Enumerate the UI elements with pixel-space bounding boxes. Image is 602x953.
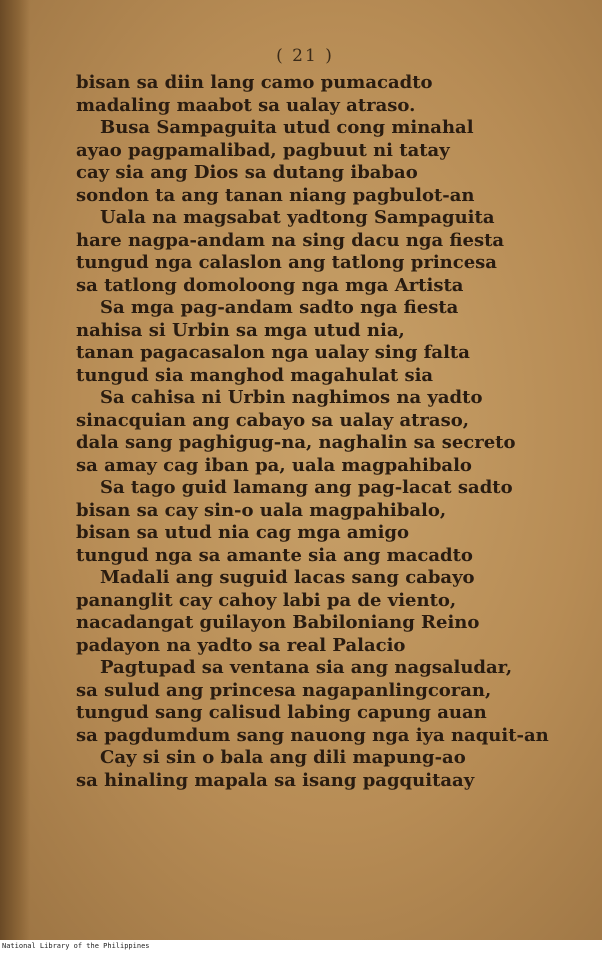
poem-line: ayao pagpamalibad, pagbuut ni tatay <box>76 139 450 161</box>
poem-line: sondon ta ang tanan niang pagbulot-an <box>76 184 475 206</box>
poem-line: bisan sa utud nia cag mga amigo <box>76 522 410 543</box>
poem-line: hare nagpa-andam na sing dacu nga fiesta <box>76 229 505 251</box>
poem-line: Uala na magsabat yadtong Sampaguita <box>100 207 495 228</box>
poem-line: pananglit cay cahoy labi pa de viento, <box>76 589 457 611</box>
poem-line: dala sang paghigug-na, naghalin sa secreto <box>76 432 516 453</box>
poem-line: sa amay cag iban pa, uala magpahibalo <box>76 454 472 476</box>
poem-line: Madali ang suguid lacas sang cabayo <box>100 567 475 588</box>
poem-line: Sa mga pag-andam sadto nga fiesta <box>100 297 459 318</box>
poem-line: bisan sa cay sin-o uala magpahibalo, <box>76 499 447 521</box>
poem-line: sa hinaling mapala sa isang pagquitaay <box>76 769 475 791</box>
poem-line: tanan pagacasalon nga ualay sing falta <box>76 342 470 363</box>
library-credit: National Library of the Philippines <box>2 942 150 950</box>
poem-line: cay sia ang Dios sa dutang ibabao <box>76 162 418 183</box>
poem-text-block <box>76 72 549 792</box>
poem-line: Pagtupad sa ventana sia ang nagsaludar, <box>100 657 513 678</box>
poem-line: padayon na yadto sa real Palacio <box>76 634 406 656</box>
poem-line: tungud nga calaslon ang tatlong princesa <box>76 252 497 273</box>
poem-line: tungud nga sa amante sia ang macadto <box>76 544 473 566</box>
poem-line: Sa tago guid lamang ang pag-lacat sadto <box>100 477 513 498</box>
poem-line: madaling maabot sa ualay atraso. <box>76 94 416 116</box>
poem-line: Sa cahisa ni Urbin naghimos na yadto <box>100 387 483 408</box>
poem-line: Busa Sampaguita utud cong minahal <box>100 117 474 138</box>
poem-line: sa pagdumdum sang nauong nga iya naquit-an <box>76 724 549 746</box>
poem-line: tungud sang calisud labing capung auan <box>76 702 487 723</box>
poem-line: sa tatlong domoloong nga mga Artista <box>76 274 464 296</box>
poem-line: bisan sa diin lang camo pumacadto <box>76 72 433 93</box>
page-spine-shadow <box>0 0 30 940</box>
poem-line: nahisa si Urbin sa mga utud nia, <box>76 319 405 341</box>
poem-line: Cay si sin o bala ang dili mapung-ao <box>100 747 466 768</box>
poem-line: sinacquian ang cabayo sa ualay atraso, <box>76 409 469 431</box>
poem-line: tungud sia manghod magahulat sia <box>76 364 434 386</box>
poem-line: nacadangat guilayon Babiloniang Reino <box>76 612 480 633</box>
poem-line: sa sulud ang princesa nagapanlingcoran, <box>76 679 492 701</box>
page-number: ( 21 ) <box>276 46 334 66</box>
